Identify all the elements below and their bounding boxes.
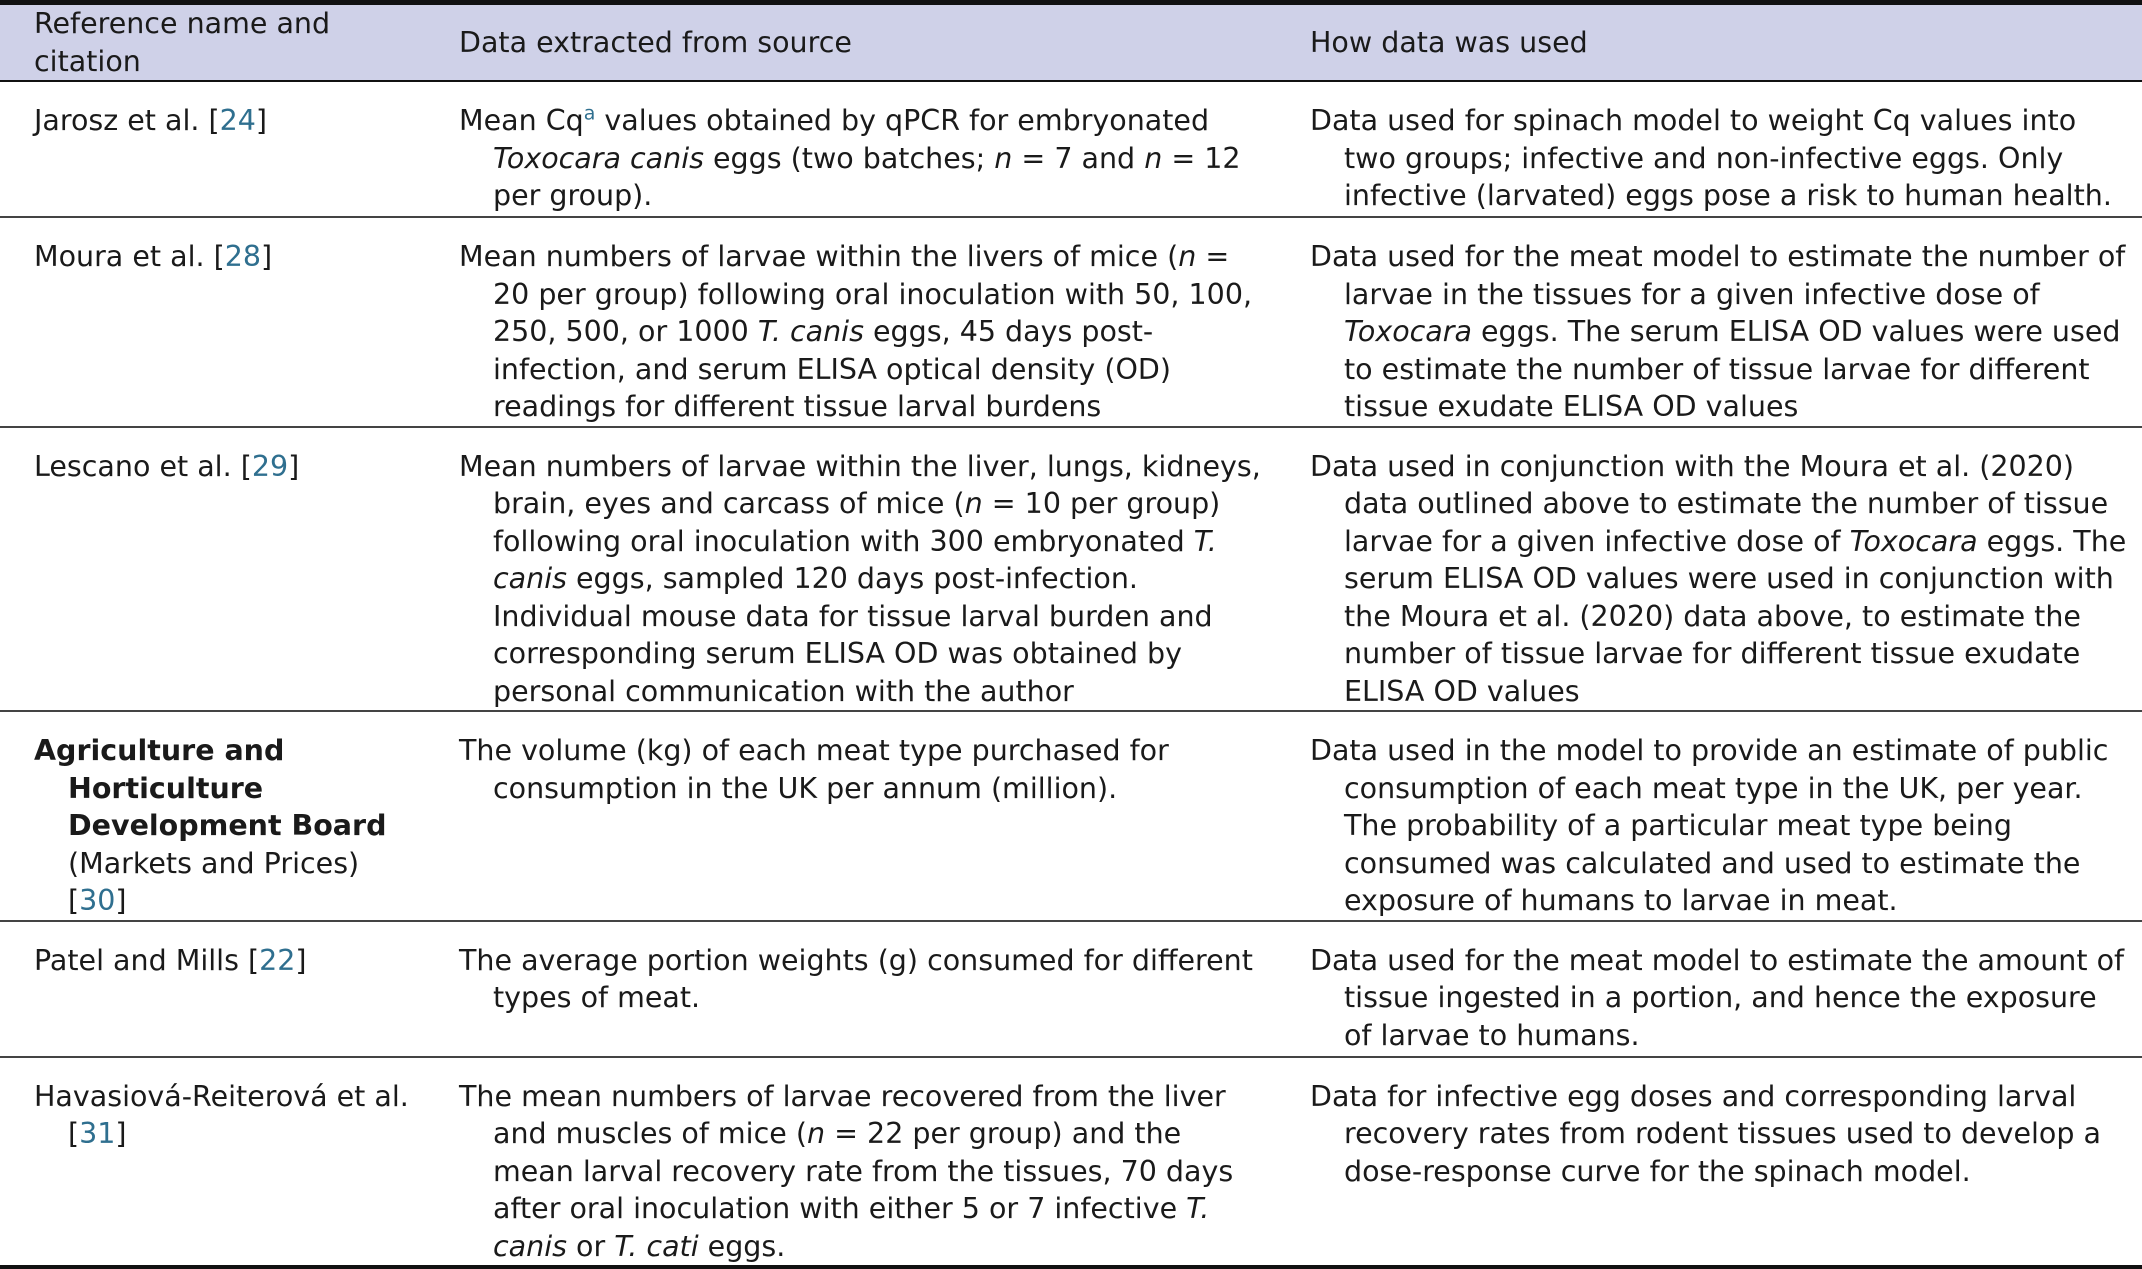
column-header-data-extracted: Data extracted from source [425, 3, 1276, 82]
reference-text [34, 102, 415, 140]
species-name: T. cati [614, 1229, 699, 1263]
text-run: eggs. The serum ELISA OD values were used to estimate the number of tissue larvae for different tissue exudate ELISA OD values [1344, 315, 2121, 423]
data-usage-text: Data used in the model to provide an estimate of public consumption of each meat type in the UK, per year. The probability of a particular meat type being consumed was calculated and used to estimate the exposure of humans to larvae in meat. [1310, 734, 2109, 917]
text-run: = 10 per group) following oral inoculation with 300 embryonated [493, 487, 1221, 558]
citation-link[interactable]: 22 [259, 943, 296, 977]
data-usage-text [1310, 448, 2132, 711]
reference-name: Lescano et al. [ [34, 449, 252, 483]
sample-size-symbol: n [994, 141, 1013, 175]
table-row [0, 711, 2142, 921]
data-extracted-cell [425, 1057, 1276, 1268]
text-run: or [566, 1229, 615, 1263]
text-run: eggs. [698, 1229, 786, 1263]
citation-close: ] [115, 1117, 127, 1150]
column-header-reference: Reference name and citation [0, 3, 425, 82]
data-usage-cell [1276, 1057, 2142, 1268]
table-body [0, 81, 2142, 1267]
text-run: The mean numbers of larvae recovered from the liver and muscles of mice ( [459, 1079, 1226, 1150]
data-usage-text: Data used for spinach model to weight Cq values into two groups; infective and non-infective eggs. Only infective (larvated) eggs pose a risk to human health. [1310, 104, 2112, 212]
citation-link[interactable]: 29 [251, 449, 289, 483]
data-usage-cell [1276, 921, 2142, 1057]
sample-size-symbol: n [1144, 141, 1163, 175]
citation-close: ] [115, 884, 127, 917]
text-run: eggs, 45 days post-infection, and serum ELISA optical density (OD) readings for different tissue larval burdens [493, 315, 1171, 423]
data-usage-text [1310, 238, 2132, 426]
table-row [0, 427, 2142, 712]
reference-cell [0, 427, 425, 712]
reference-text [34, 238, 415, 276]
text-run: eggs, sampled 120 days post-infection. Individual mouse data for tissue larval burden and corresponding serum ELISA OD was obtained by personal communication with the author [493, 562, 1213, 708]
sample-size-symbol: n [1178, 240, 1197, 273]
sample-size-symbol: n [806, 1117, 826, 1150]
text-run: Mean Cq [459, 104, 584, 137]
reference-name: Havasiová-Reiterová et al. [ [34, 1079, 409, 1150]
data-usage-cell [1276, 81, 2142, 217]
citation-close: ] [288, 449, 300, 483]
reference-name: Jarosz et al. [ [34, 104, 220, 137]
data-extracted-cell [425, 427, 1276, 712]
data-extracted-text: The volume (kg) of each meat type purchased for consumption in the UK per annum (million). [459, 734, 1169, 805]
reference-name: Patel and Mills [ [34, 943, 260, 977]
data-extracted-cell [425, 711, 1276, 921]
reference-text [34, 942, 415, 980]
data-usage-cell [1276, 217, 2142, 427]
species-name: Toxocara canis [493, 141, 704, 175]
text-run: Mean numbers of larvae within the liver, lungs, kidneys, brain, eyes and carcass of mice ( [459, 449, 1261, 520]
citation-close: ] [295, 943, 307, 977]
text-run: = 12 per group). [493, 141, 1241, 212]
table-row [0, 1057, 2142, 1268]
table-row [0, 81, 2142, 217]
sample-size-symbol: n [964, 487, 983, 520]
reference-cell [0, 81, 425, 217]
data-extracted-cell [425, 217, 1276, 427]
text-run: = 20 per group) following oral inoculation with 50, 100, 250, 500, or 1000 [493, 240, 1253, 348]
data-extracted-cell [425, 81, 1276, 217]
data-extracted-text [459, 448, 1266, 711]
text-run: Data used in conjunction with the Moura et al. (2020) data outlined above to estimate the number of tissue larvae for a given infective dose of [1310, 449, 2109, 558]
data-usage-text: Data for infective egg doses and corresponding larval recovery rates from rodent tissues used to develop a dose-response curve for the spinach model. [1310, 1079, 2101, 1188]
data-extracted-text: The average portion weights (g) consumed for different types of meat. [459, 943, 1253, 1014]
citation-link[interactable]: 28 [224, 240, 261, 273]
footnote-marker[interactable]: a [583, 102, 596, 125]
data-extracted-text [459, 238, 1266, 426]
organization-name: Agriculture and Horticulture Development Board [34, 734, 387, 842]
species-name: T. canis [757, 315, 864, 348]
reference-cell [0, 921, 425, 1057]
species-name: T. canis [493, 1192, 1210, 1263]
citation-link[interactable]: 31 [79, 1117, 116, 1150]
reference-name: (Markets and Prices) [ [68, 846, 360, 917]
reference-cell [0, 1057, 425, 1268]
text-run: = 22 per group) and the mean larval recovery rate from the tissues, 70 days after oral inoculation with either 5 or 7 infective [493, 1117, 1234, 1225]
reference-text [34, 1078, 415, 1153]
table-header [0, 3, 2142, 82]
reference-name: Moura et al. [ [34, 240, 225, 273]
text-run: eggs. The serum ELISA OD values were used in conjunction with the Moura et al. (2020) data above, to estimate the number of tissue larvae for different tissue exudate ELISA OD values [1344, 524, 2127, 708]
genus-name: Toxocara [1344, 315, 1472, 348]
reference-text [34, 732, 415, 920]
data-usage-text: Data used for the meat model to estimate the amount of tissue ingested in a portion, and hence the exposure of larvae to humans. [1310, 943, 2125, 1052]
reference-text [34, 448, 415, 486]
data-usage-cell [1276, 711, 2142, 921]
species-name: T. canis [493, 524, 1217, 595]
text-run: values obtained by qPCR for embryonated [595, 104, 1210, 137]
data-extracted-text [459, 102, 1266, 215]
data-usage-cell [1276, 427, 2142, 712]
citation-link[interactable]: 24 [219, 104, 256, 137]
header-row [0, 3, 2142, 82]
text-run: eggs (two batches; [703, 141, 995, 175]
data-extracted-text [459, 1078, 1266, 1266]
text-run: = 7 and [1012, 141, 1145, 175]
text-run: Mean numbers of larvae within the livers of mice ( [459, 240, 1179, 273]
table-row [0, 217, 2142, 427]
genus-name: Toxocara [1849, 524, 1978, 558]
data-extracted-cell [425, 921, 1276, 1057]
reference-cell [0, 711, 425, 921]
citation-close: ] [255, 104, 268, 137]
column-header-data-usage: How data was used [1276, 3, 2142, 82]
text-run: Data used for the meat model to estimate the number of larvae in the tissues for a given infective dose of [1310, 240, 2126, 311]
citation-close: ] [261, 240, 273, 273]
citation-link[interactable]: 30 [79, 884, 116, 917]
reference-cell [0, 217, 425, 427]
table-row [0, 921, 2142, 1057]
